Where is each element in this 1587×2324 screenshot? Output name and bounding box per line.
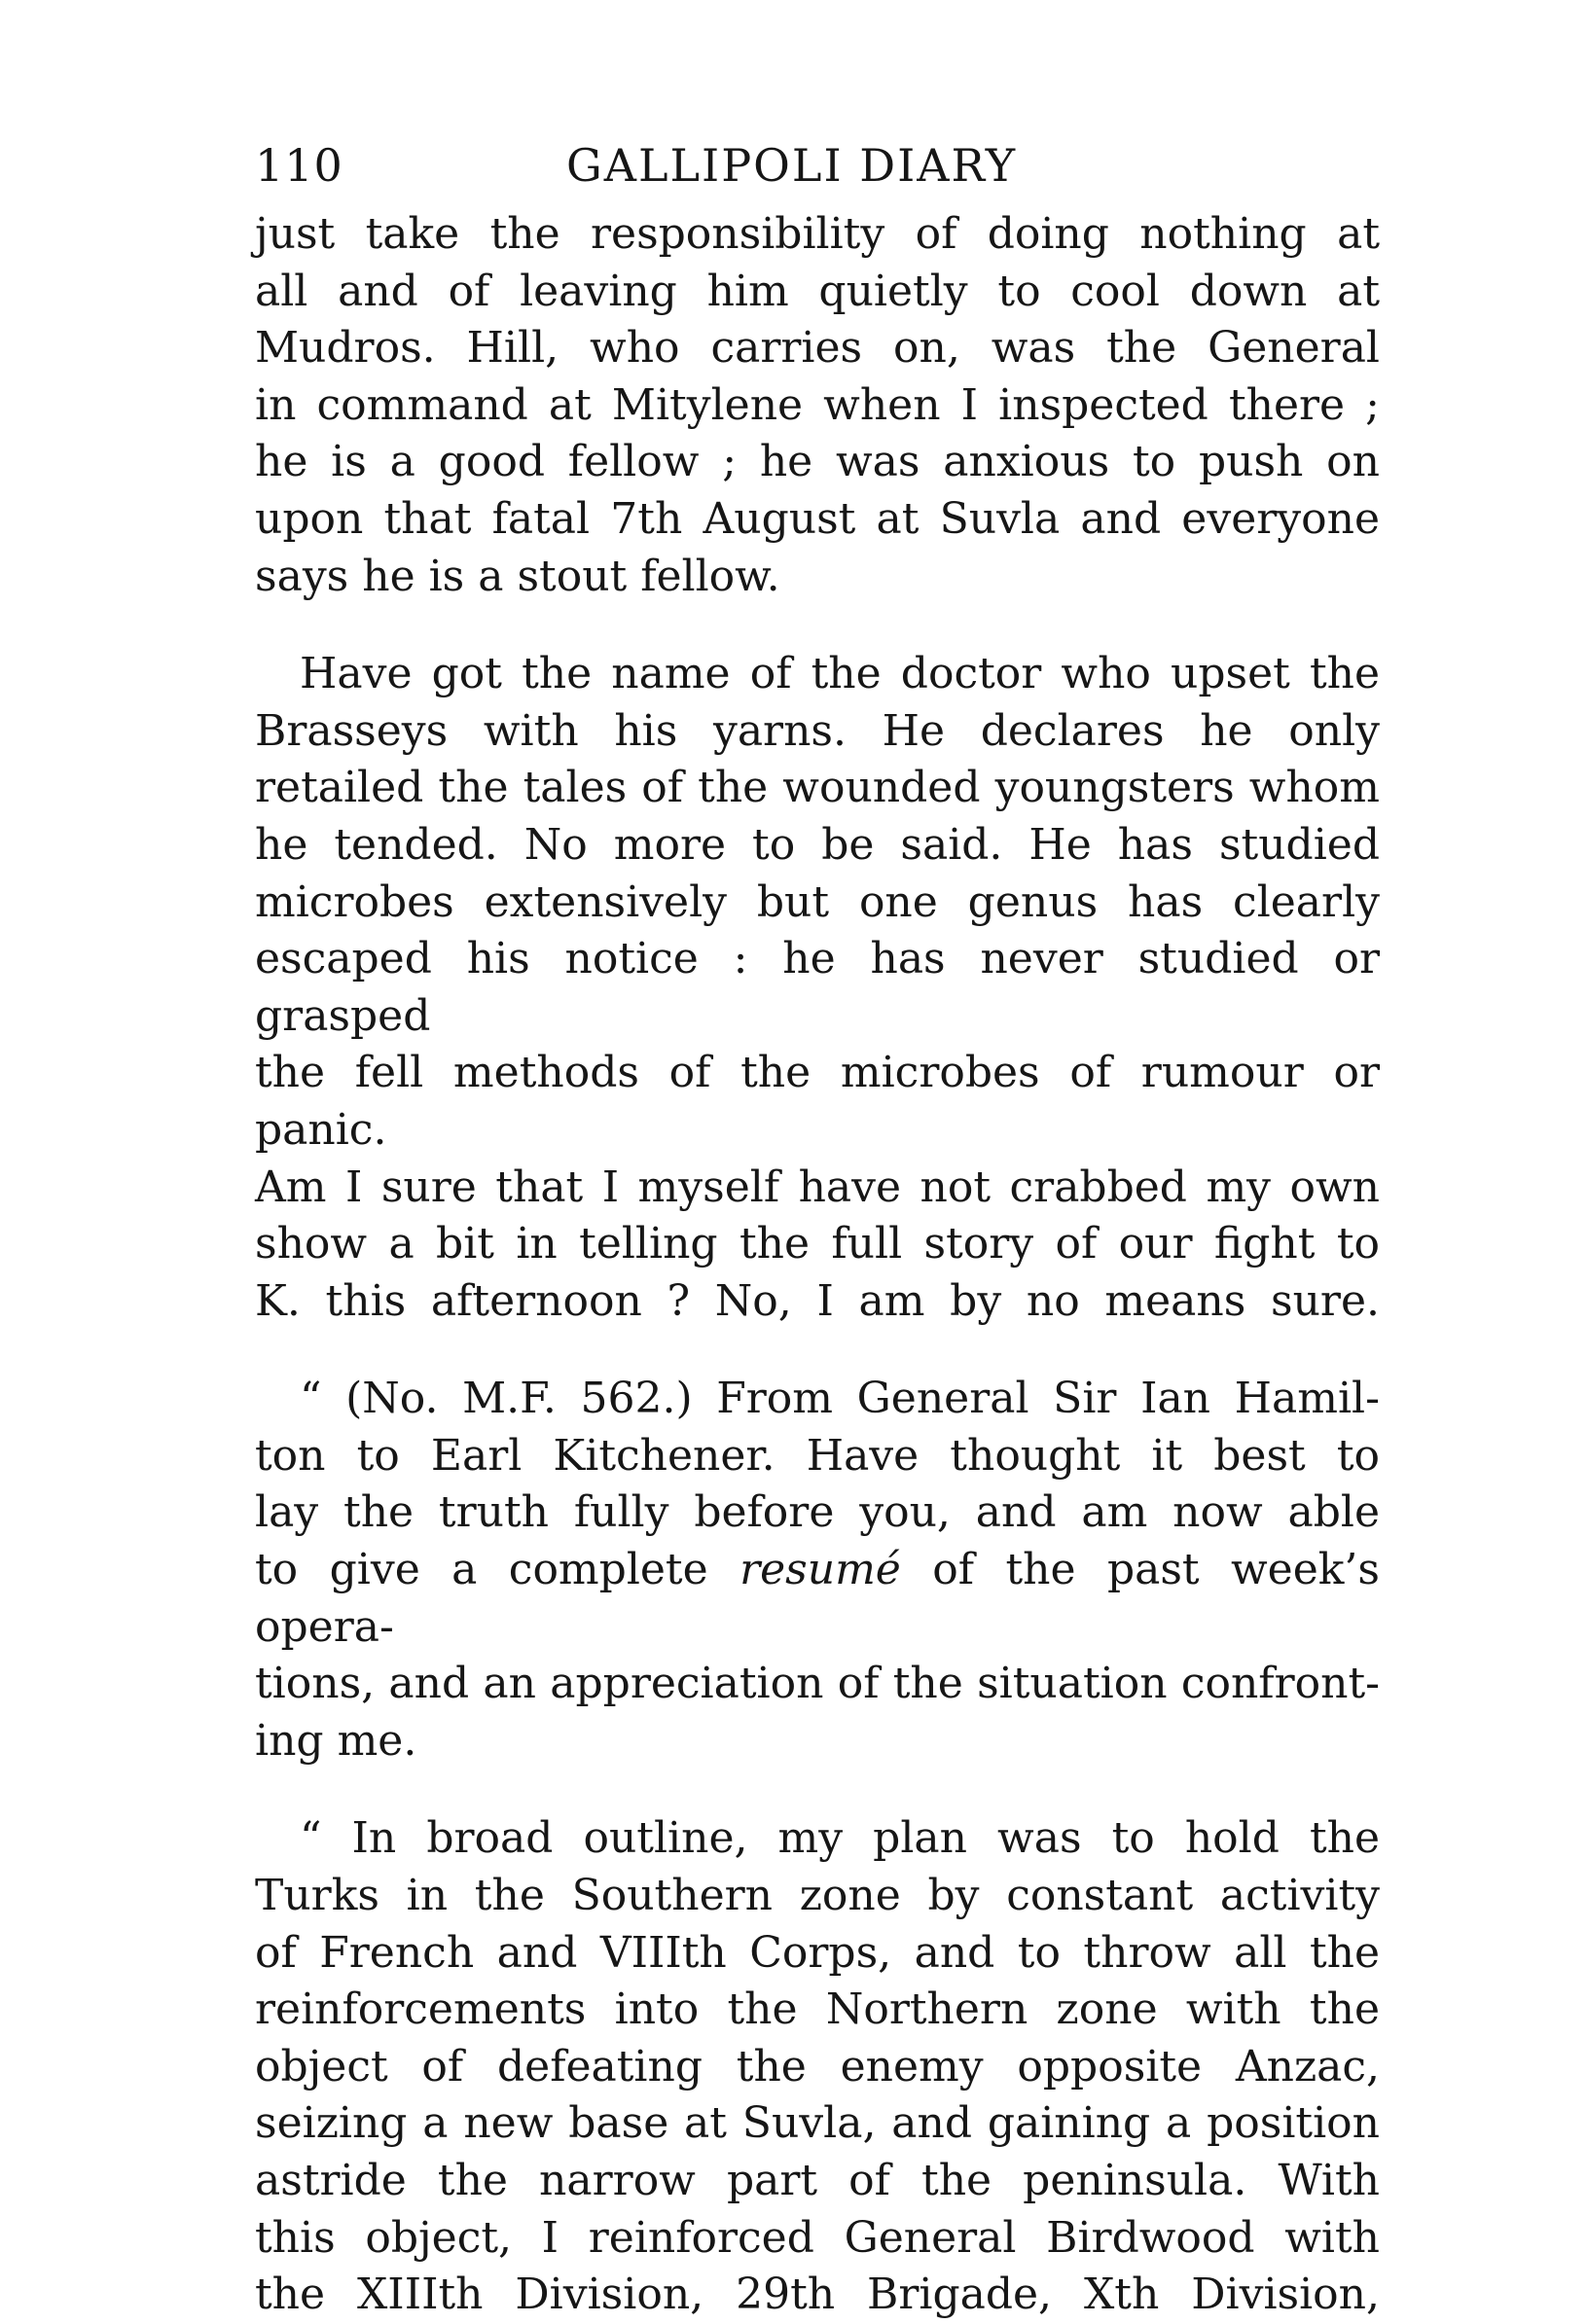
text-line: K. this afternoon ? No, I am by no means sure. [255,1275,1380,1326]
text-line: escaped his notice : he has never studied or grasped [255,934,1380,1041]
text-line [255,1542,1380,1656]
text-line: show a bit in telling the full story of our fight to [255,1219,1380,1269]
body-text [255,206,1380,2324]
paragraph-4 [255,1810,1380,2323]
text-line: the XIIIth Division, 29th Brigade, Xth Division, [255,2270,1380,2320]
running-head [255,125,1380,206]
text-line: Turks in the Southern zone by constant activity [255,1871,1380,1921]
text-line: “ (No. M.F. 562.) From General Sir Ian Hamil- [300,1374,1380,1424]
text-line: says he is a stout fellow. [255,551,780,601]
text-line: he is a good fellow ; he was anxious to push on [255,437,1380,487]
text-line: Mudros. Hill, who carries on, was the General [255,323,1380,374]
text-line: reinforcements into the Northern zone with the [255,1984,1380,2035]
text-line: this object, I reinforced General Birdwood with [255,2212,1380,2263]
text-line: the fell methods of the microbes of rumour or panic. [255,1048,1380,1155]
text-line: seizing a new base at Suvla, and gaining a position [255,2098,1380,2149]
italic-text: resumé [739,1545,901,1595]
book-page [255,125,1380,2324]
text-line: microbes extensively but one genus has clearly [255,876,1380,927]
paragraph-2 [255,646,1380,1330]
text-line: all and of leaving him quietly to cool down at [255,266,1380,316]
text-line: lay the truth fully before you, and am now able [255,1487,1380,1538]
text-line: retailed the tales of the wounded youngsters whom [255,763,1380,813]
text-line: of French and VIIIth Corps, and to throw all the [255,1927,1380,1978]
text-line: Am I sure that I myself have not crabbed my own [255,1162,1380,1212]
text-line: in command at Mitylene when I inspected there ; [255,379,1380,430]
text-line: object of defeating the enemy opposite Anzac, [255,2041,1380,2092]
text-line: upon that fatal 7th August at Suvla and everyone [255,493,1380,544]
text-line: Have got the name of the doctor who upset the [300,649,1380,699]
text-line: just take the responsibility of doing nothing at [255,209,1380,259]
text-line: he tended. No more to be said. He has studied [255,819,1380,870]
text-line: tions, and an appreciation of the situation confront- [255,1659,1380,1709]
paragraph-1 [255,206,1380,605]
running-title: GALLIPOLI DIARY [566,139,1018,192]
paragraph-3 [255,1371,1380,1770]
text-run: to give a complete [255,1545,740,1595]
text-line: ing me. [255,1715,417,1766]
page-number: 110 [255,139,343,192]
text-line: astride the narrow part of the peninsula. With [255,2156,1380,2205]
text-line: “ In broad outline, my plan was to hold the [300,1813,1380,1864]
text-line: Brasseys with his yarns. He declares he only [255,705,1380,756]
text-run: of the past week’s opera- [255,1545,1380,1652]
text-line: ton to Earl Kitchener. Have thought it best to [255,1430,1380,1481]
